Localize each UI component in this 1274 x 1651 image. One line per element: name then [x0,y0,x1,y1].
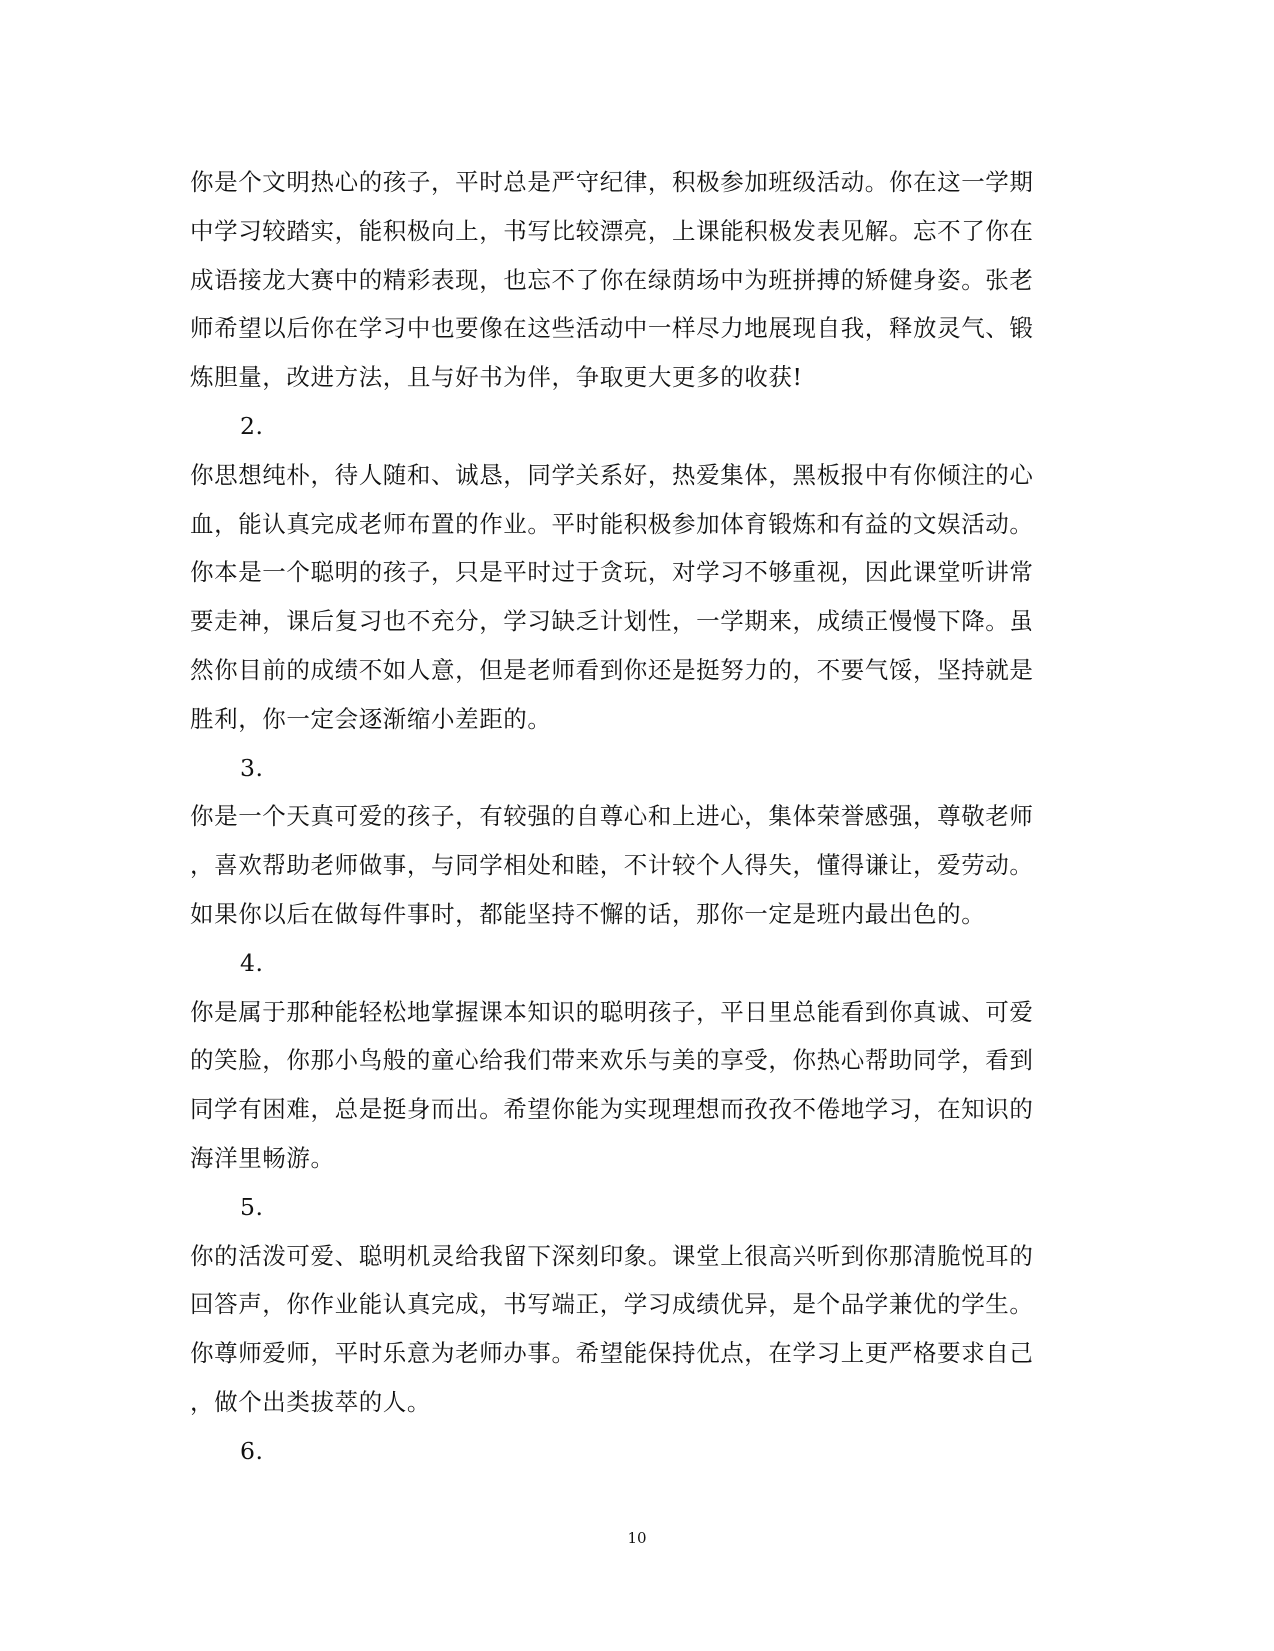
page-number: 10 [627,1529,647,1547]
text-line: 你本是一个聪明的孩子，只是平时过于贪玩，对学习不够重视，因此课堂听讲常 [190,558,1034,587]
text-line: 中学习较踏实，能积极向上，书写比较漂亮，上课能积极发表见解。忘不了你在 [190,216,1034,245]
item-number: 6. [240,1436,264,1465]
text-line: 要走神，课后复习也不充分，学习缺乏计划性，一学期来，成绩正慢慢下降。虽 [190,607,1034,636]
text-line: 你尊师爱师，平时乐意为老师办事。希望能保持优点，在学习上更严格要求自己 [190,1339,1034,1368]
text-line: 血，能认真完成老师布置的作业。平时能积极参加体育锻炼和有益的文娱活动。 [190,509,1034,538]
text-line: 海洋里畅游。 [190,1143,335,1172]
document-body [190,158,1070,1476]
text-line: 你是一个天真可爱的孩子，有较强的自尊心和上进心，集体荣誉感强，尊敬老师 [190,802,1034,831]
text-line: 同学有困难，总是挺身而出。希望你能为实现理想而孜孜不倦地学习，在知识的 [190,1095,1034,1124]
text-line: 你是个文明热心的孩子，平时总是严守纪律，积极参加班级活动。你在这一学期 [190,168,1034,196]
text-line: 成语接龙大赛中的精彩表现，也忘不了你在绿荫场中为班拼搏的矫健身姿。张老 [190,265,1034,294]
item-number: 4. [240,948,264,977]
item-number: 3. [240,753,264,782]
item-number: 2. [240,411,264,440]
text-line: 如果你以后在做每件事时，都能坚持不懈的话，那你一定是班内最出色的。 [190,899,986,928]
text-line: ，喜欢帮助老师做事，与同学相处和睦，不计较个人得失，懂得谦让，爱劳动。 [190,851,1034,880]
text-line: 的笑脸，你那小鸟般的童心给我们带来欢乐与美的享受，你热心帮助同学，看到 [190,1046,1034,1075]
text-line: 师希望以后你在学习中也要像在这些活动中一样尽力地展现自我，释放灵气、锻 [190,314,1034,343]
text-line: 炼胆量，改进方法，且与好书为伴，争取更大更多的收获! [190,363,803,392]
text-line: 你思想纯朴，待人随和、诚恳，同学关系好，热爱集体，黑板报中有你倾注的心 [190,460,1034,489]
text-line: 胜利，你一定会逐渐缩小差距的。 [190,704,552,733]
text-line: 回答声，你作业能认真完成，书写端正，学习成绩优异，是个品学兼优的学生。 [190,1290,1034,1319]
text-line: 你是属于那种能轻松地掌握课本知识的聪明孩子，平日里总能看到你真诚、可爱 [190,997,1034,1026]
text-line: 你的活泼可爱、聪明机灵给我留下深刻印象。课堂上很高兴听到你那清脆悦耳的 [190,1241,1034,1270]
text-line: ，做个出类拔萃的人。 [190,1387,431,1416]
item-number: 5. [240,1192,264,1221]
text-line: 然你目前的成绩不如人意，但是老师看到你还是挺努力的，不要气馁，坚持就是 [190,655,1034,684]
